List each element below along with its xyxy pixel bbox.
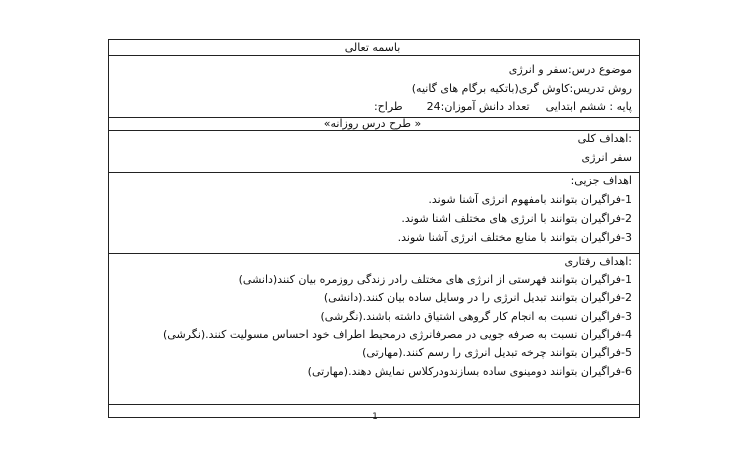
behavioral-goal-item: 5-فراگیران بتوانند چرخه تبدیل انرژی را رسم کنند.(مهارتی): [362, 346, 632, 359]
behavioral-goal-item: 4-فراگیران نسبت به صرفه جویی در مصرفانرژی درمحیط اطراف خود احساس مسولیت کنند.(نگرشی): [163, 328, 632, 341]
partial-goals-heading: اهداف جزیی:: [570, 174, 632, 187]
designer-text: طراح:: [373, 100, 403, 113]
plan-title: « طرح درس روزانه»: [323, 117, 422, 130]
info-cell: [109, 56, 640, 118]
behavioral-goal-item: 1-فراگیران بتوانند فهرستی از انرژی های مختلف رادر زندگی روزمره بیان کنند(دانشی): [238, 273, 632, 286]
behavioral-goal-item: 2-فراگیران بتوانند تبدیل انرژی را در وسایل ساده بیان کنند.(دانشی): [323, 291, 632, 304]
general-goals-cell: [109, 131, 640, 173]
plan-title-cell: [109, 118, 640, 131]
document-title: باسمه تعالی: [344, 41, 401, 54]
behavioral-goals-heading: :اهداف رفتاری: [564, 255, 632, 268]
students-count-text: تعداد دانش آموزان:24: [426, 100, 530, 113]
behavioral-goal-item: 6-فراگیران بتوانند دومینوی ساده بسازندودرکلاس نمایش دهند.(مهارتی): [307, 365, 632, 378]
title-cell: [109, 40, 640, 56]
grade-text: پایه : ششم ابتدایی: [545, 100, 632, 113]
partial-goal-item: 3-فراگیران بتوانند با منابع مختلف انرژی آشنا شوند.: [397, 231, 632, 244]
partial-goal-item: 1-فراگیران بتوانند بامفهوم انرژی آشنا شوند.: [428, 193, 632, 206]
general-goals-heading: :اهداف کلی: [577, 132, 632, 145]
page-number: 1: [372, 412, 378, 422]
class-info-line: [109, 100, 639, 114]
behavioral-goal-item: 3-فراگیران نسبت به انجام کار گروهی اشتیاق داشته باشند.(نگرشی): [320, 310, 632, 323]
lesson-plan-table: [108, 39, 640, 418]
subject-line: موضوع درس:سفر و انرژی: [508, 63, 632, 76]
method-line: روش تدریس:کاوش گری(باتکیه برگام های گانیه): [411, 82, 632, 95]
general-goals-text: سفر انرژی: [581, 151, 632, 164]
partial-goal-item: 2-فراگیران بتوانند با انرژی های مختلف اشنا شوند.: [401, 212, 632, 225]
partial-goals-cell: [109, 173, 640, 254]
behavioral-goals-cell: [109, 254, 640, 405]
